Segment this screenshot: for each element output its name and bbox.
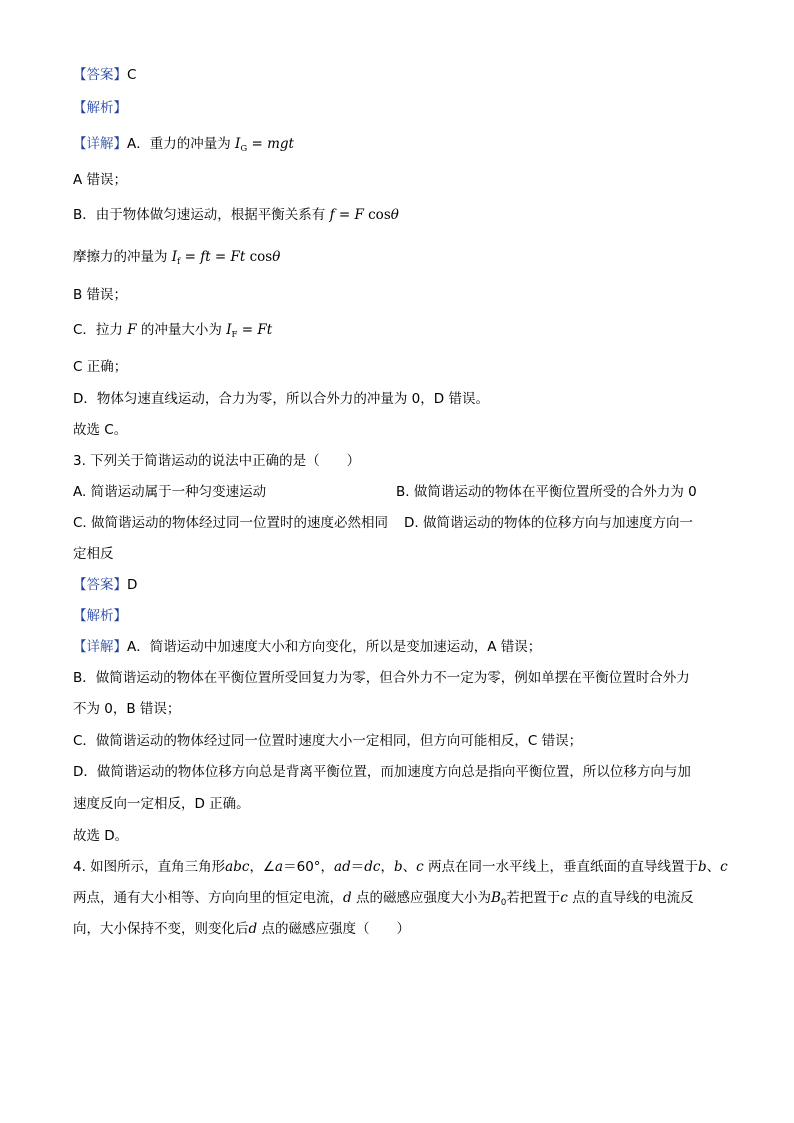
q4-text: 两点，通有大小相等、方向向里的恒定电流， — [73, 890, 343, 906]
field-symbol: B — [490, 890, 501, 906]
question-3-stem: 3. 下列关于简谐运动的说法中正确的是（ ） — [73, 453, 361, 469]
detail-line-5: D．做简谐运动的物体位移方向总是背离平衡位置，而加速度方向总是指向平衡位置，所以位移方向与加 — [73, 764, 691, 780]
detail-line-1 — [73, 637, 541, 657]
q4-text: ＝ — [350, 859, 365, 875]
q4-text: 点的直导线的电流反 — [567, 890, 694, 906]
formula-impulse-force: $I_F = Ft$ — [226, 322, 273, 340]
detail-line-4 — [73, 247, 280, 272]
point-d: d — [248, 921, 258, 937]
analysis-tag: 【解析】 — [73, 608, 127, 624]
analysis-line — [73, 606, 127, 626]
detail-line-4: C．做简谐运动的物体经过同一位置时速度大小一定相同，但方向可能相反，C 错误； — [73, 733, 583, 749]
detail-text: B．由于物体做匀速运动，根据平衡关系有 — [73, 207, 326, 223]
triangle-label: abc — [225, 859, 250, 875]
detail-line-3 — [73, 205, 399, 225]
detail-text: A．简谐运动中加速度大小和方向变化，所以是变加速运动，A 错误； — [127, 639, 542, 655]
detail-text: 的冲量大小为 — [140, 322, 222, 338]
analysis-line — [73, 98, 127, 118]
detail-line-2: B．做简谐运动的物体在平衡位置所受回复力为零，但合外力不一定为零，例如单摆在平衡位置时合外力 — [73, 670, 690, 686]
detail-line-7: C 正确； — [73, 359, 128, 375]
detail-line-3: 不为 0，B 错误； — [73, 701, 181, 717]
answer-tag: 【答案】 — [73, 67, 127, 83]
detail-line-2: A 错误； — [73, 172, 128, 188]
answer-tag: 【答案】 — [73, 577, 127, 593]
q4-text: 两点在同一水平线上，垂直纸面的直导线置于 — [423, 859, 698, 875]
q4-text: ， — [380, 859, 394, 875]
point-c: c — [560, 890, 568, 906]
conclusion-line: 故选 D。 — [73, 828, 129, 844]
field-subscript: 0 — [500, 898, 507, 908]
q4-text: 4. 如图所示，直角三角形 — [73, 859, 226, 875]
formula-impulse-gravity: $I_G$ = mgt — [235, 136, 294, 154]
segment-ad: ad — [334, 859, 351, 875]
option-d-continued: 定相反 — [73, 546, 114, 562]
angle-label: a — [275, 859, 284, 875]
q4-text: 若把置于 — [506, 890, 561, 906]
q4-text: ，∠ — [249, 859, 276, 875]
detail-line-5: B 错误； — [73, 287, 128, 303]
q4-text: 、 — [706, 859, 721, 875]
answer-line — [73, 575, 137, 595]
conclusion-line: 故选 C。 — [73, 422, 128, 438]
detail-line-1 — [73, 134, 294, 159]
detail-text: 摩擦力的冲量为 — [73, 249, 168, 265]
point-d: d — [343, 890, 352, 906]
option-c: C. 做简谐运动的物体经过同一位置时的速度必然相同 — [73, 515, 389, 531]
detail-text: C．拉力 — [73, 322, 123, 338]
detail-tag: 【详解】 — [73, 136, 127, 152]
point-c: c — [720, 859, 728, 875]
question-4-line-3 — [73, 919, 410, 939]
q4-text: ＝60°， — [283, 859, 335, 875]
detail-tag: 【详解】 — [73, 639, 127, 655]
q4-text: 点的磁感应强度（ ） — [257, 921, 410, 937]
detail-line-6: 速度反向一定相反，D 正确。 — [73, 796, 250, 812]
option-b: B. 做简谐运动的物体在平衡位置所受的合外力为 0 — [396, 484, 697, 500]
q4-text: 、 — [402, 859, 417, 875]
formula-impulse-friction: $I_f$ = ft = Ft cosθ — [171, 249, 281, 267]
segment-dc: dc — [364, 859, 381, 875]
formula-friction: f = F cosθ — [329, 207, 399, 223]
analysis-tag: 【解析】 — [73, 100, 127, 116]
q4-text: 向，大小保持不变，则变化后 — [73, 921, 249, 937]
point-c: c — [416, 859, 424, 875]
answer-value: C — [127, 67, 137, 83]
answer-line — [73, 65, 136, 85]
point-b: b — [393, 859, 403, 875]
q4-text: 点的磁感应强度大小为 — [351, 890, 491, 906]
question-4-line-1 — [73, 857, 728, 877]
answer-value: D — [127, 577, 138, 593]
force-symbol: F — [127, 322, 137, 338]
option-d: D. 做简谐运动的物体的位移方向与加速度方向一 — [404, 515, 693, 531]
detail-line-8: D．物体匀速直线运动，合力为零，所以合外力的冲量为 0，D 错误。 — [73, 391, 489, 407]
option-a: A. 简谐运动属于一种匀变速运动 — [73, 484, 267, 500]
question-4-line-2 — [73, 888, 694, 913]
point-b: b — [697, 859, 707, 875]
detail-line-6 — [73, 320, 272, 345]
detail-text: A．重力的冲量为 — [127, 136, 231, 152]
